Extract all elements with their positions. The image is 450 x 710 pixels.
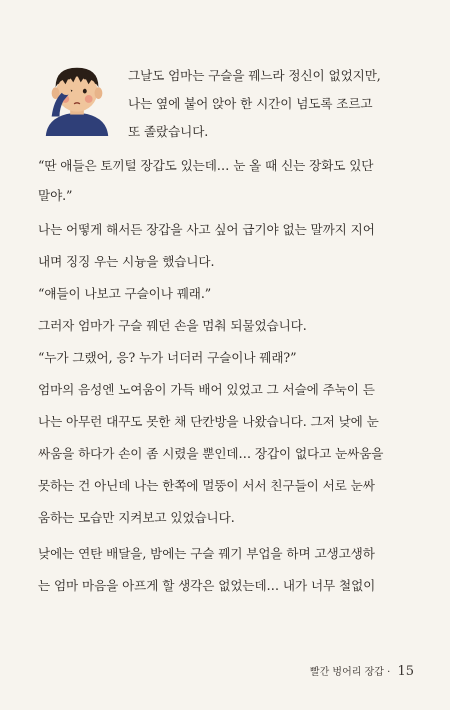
text-line: 그러자 엄마가 구슬 꿰던 손을 멈춰 되물었습니다. bbox=[38, 318, 307, 333]
text-line: “누가 그랬어, 응? 누가 너더러 구슬이나 꿰래?” bbox=[38, 350, 297, 365]
text-line: 또 졸랐습니다. bbox=[128, 124, 209, 139]
text-line: 낮에는 연탄 배달을, 밤에는 구슬 꿰기 부업을 하며 고생고생하 bbox=[38, 546, 375, 561]
text-line: 엄마의 음성엔 노여움이 가득 배어 있었고 그 서슬에 주눅이 든 bbox=[38, 382, 375, 397]
text-line: 싸움을 하다가 손이 좀 시렸을 뿐인데… 장갑이 없다고 눈싸움을 bbox=[38, 446, 384, 461]
text-line: 움하는 모습만 지켜보고 있었습니다. bbox=[38, 510, 235, 525]
text-line: 그날도 엄마는 구슬을 꿰느라 정신이 없었지만, bbox=[128, 68, 381, 83]
text-line: “얘들이 나보고 구슬이나 꿰래.” bbox=[38, 286, 212, 301]
text-line: 나는 어떻게 해서든 장갑을 사고 싶어 급기야 없는 말까지 지어 bbox=[38, 222, 375, 237]
boy-rubbing-eye-illustration bbox=[38, 58, 116, 136]
text-line: 말야.” bbox=[38, 188, 73, 203]
text-line: 나는 아무런 대꾸도 못한 채 단칸방을 나왔습니다. 그저 낮에 눈 bbox=[38, 414, 379, 429]
text-line: 는 엄마 마음을 아프게 할 생각은 없었는데… 내가 너무 철없이 bbox=[38, 578, 376, 593]
text-line: 내며 징징 우는 시늉을 했습니다. bbox=[38, 254, 215, 269]
text-line: 나는 옆에 붙어 앉아 한 시간이 넘도록 조르고 bbox=[128, 96, 373, 111]
page-number: 15 bbox=[397, 664, 414, 679]
text-line: 못하는 건 아닌데 나는 한쪽에 멀뚱이 서서 친구들이 서로 눈싸 bbox=[38, 478, 375, 493]
running-title: 빨간 벙어리 장갑 bbox=[309, 667, 384, 678]
text-line: “딴 애들은 토끼털 장갑도 있는데… 눈 올 때 신는 장화도 있단 bbox=[38, 158, 374, 173]
footer-separator: · bbox=[387, 667, 391, 678]
page-footer bbox=[310, 663, 414, 679]
